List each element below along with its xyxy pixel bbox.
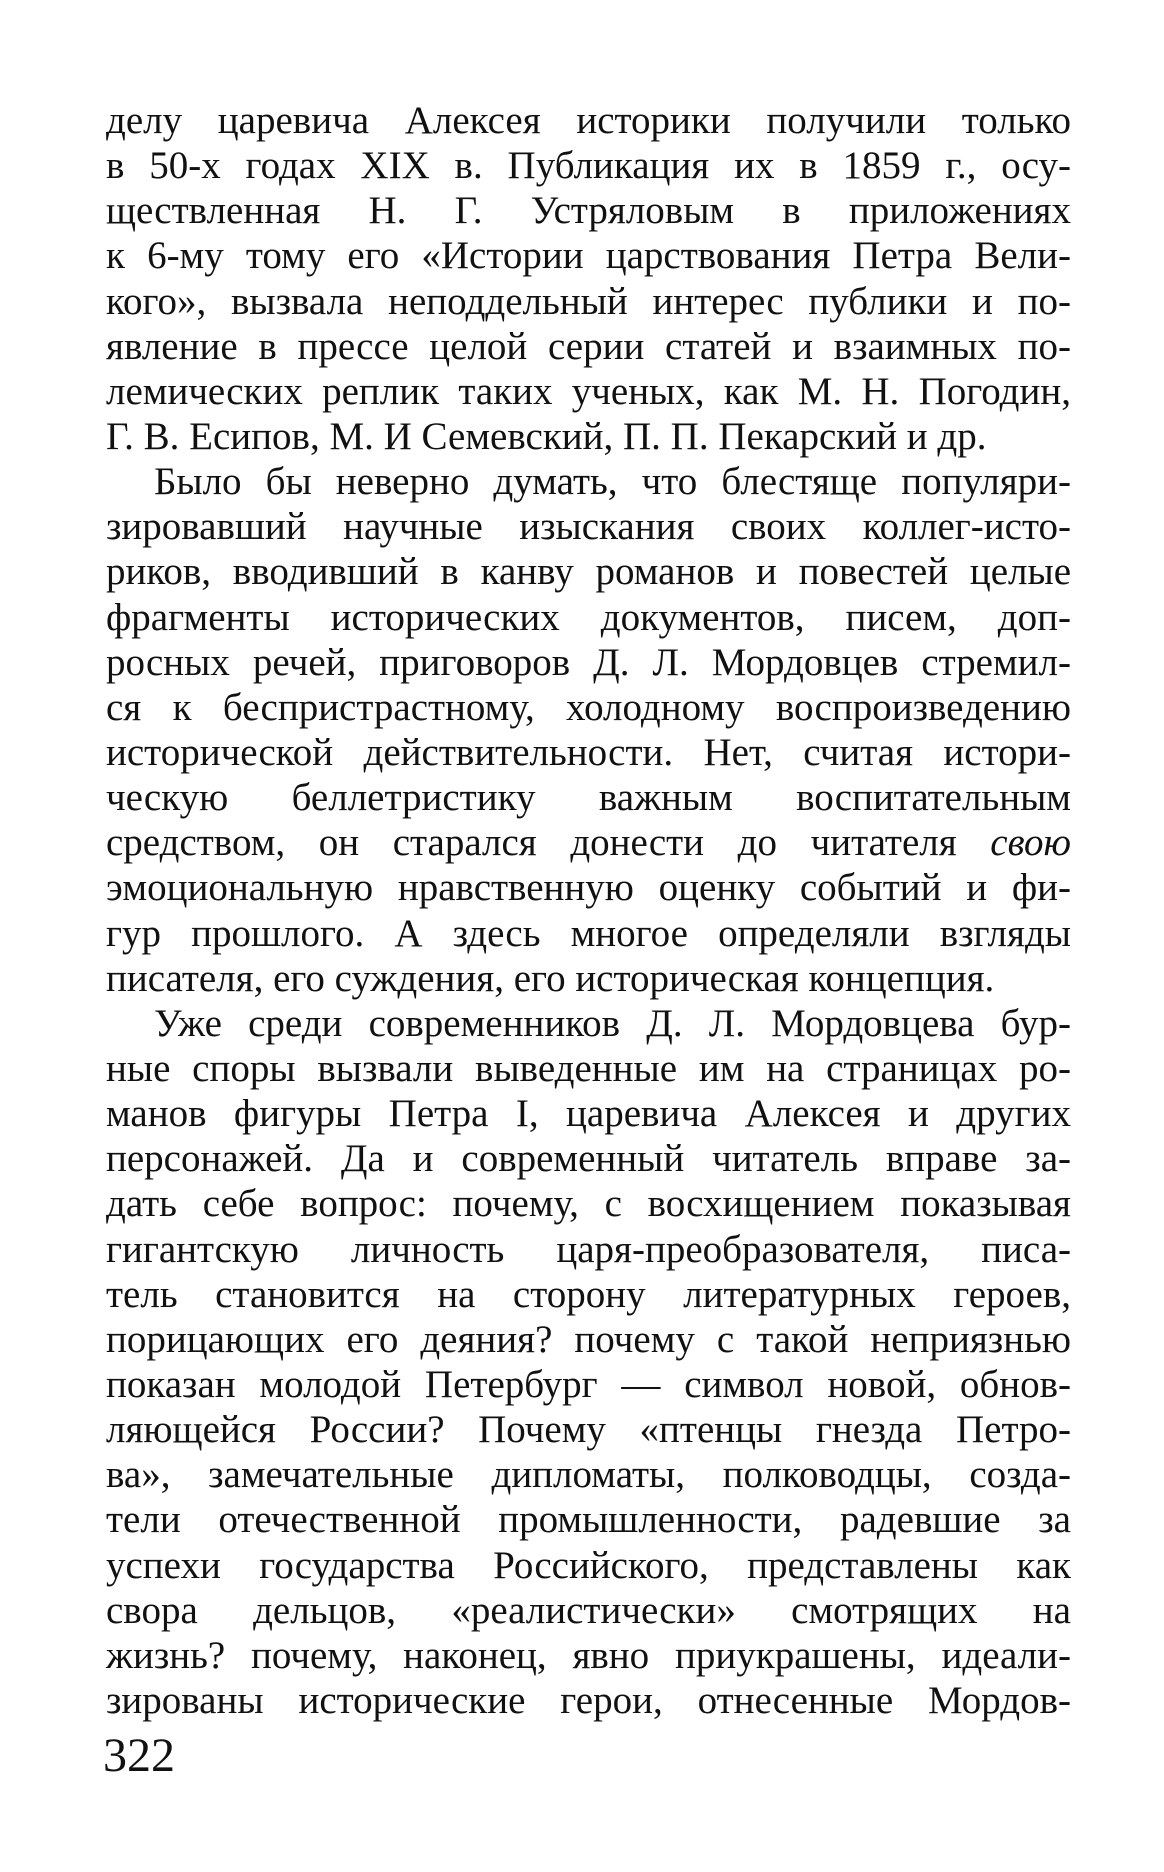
text-line: гигантскую личность царя-преобразователя, писа- [106, 1227, 1071, 1271]
text-line: ва», замечательные дипломаты, полководцы, созда- [106, 1453, 1071, 1497]
text-line: в 50-х годах XIX в. Публикация их в 1859 г., осу- [106, 144, 1071, 188]
text-line: писателя, его суждения, его историческая концепция. [106, 956, 995, 1000]
page-number: 322 [103, 1729, 175, 1782]
text-line: делу царевича Алексея историки получили только [106, 99, 1071, 142]
text-line: эмоциональную нравственную оценку событий и фи- [106, 866, 1071, 910]
text-line: свора дельцов, «реалистически» смотрящих на [106, 1588, 1071, 1632]
text-line: ческую беллетристику важным воспитательным [106, 776, 1071, 820]
text-line: зированы исторические герои, отнесенные Мордов- [106, 1678, 1071, 1722]
text-line: персонажей. Да и современный читатель вправе за- [106, 1137, 1071, 1181]
text-line: зировавший научные изыскания своих коллег-исто- [106, 505, 1071, 549]
text-line: тели отечественной промышленности, радевшие за [106, 1498, 1071, 1542]
text-line: успехи государства Российского, представлены как [106, 1543, 1071, 1587]
text-line: росных речей, приговоров Д. Л. Мордовцев стремил- [106, 640, 1071, 684]
text-line-with-italic: средством, он старался донести до читателя свою [106, 821, 1071, 865]
text-line: порицающих его деяния? почему с такой неприязнью [106, 1317, 1071, 1361]
text-line: риков, вводивший в канву романов и повестей целые [106, 550, 1071, 594]
text-line: к 6-му тому его «Истории царствования Петра Вели- [106, 234, 1071, 278]
text-line: фрагменты исторических документов, писем, доп- [106, 595, 1071, 639]
text-line: явление в прессе целой серии статей и взаимных по- [106, 324, 1071, 368]
text-line: дать себе вопрос: почему, с восхищением показывая [106, 1182, 1071, 1226]
emphasized-word: свою [990, 821, 1071, 865]
text-line: манов фигуры Петра I, царевича Алексея и других [106, 1092, 1071, 1136]
text-line: исторической действительности. Нет, считая истори- [106, 730, 1071, 774]
text-line: кого», вызвала неподдельный интерес публики и по- [106, 279, 1071, 323]
paragraph-first-line: Уже среди современников Д. Л. Мордовцева бур- [154, 1001, 1071, 1045]
text-line: ся к беспристрастному, холодному воспроизведению [106, 685, 1071, 729]
body-text [106, 98, 1071, 1723]
text-line: жизнь? почему, наконец, явно приукрашены, идеали- [106, 1633, 1071, 1677]
paragraph-first-line: Было бы неверно думать, что блестяще популяри- [154, 460, 1071, 504]
text-line: ляющейся России? Почему «птенцы гнезда Петро- [106, 1408, 1071, 1452]
text-line: лемических реплик таких ученых, как М. Н. Погодин, [106, 369, 1071, 413]
text-line: гур прошлого. А здесь многое определяли взгляды [106, 911, 1071, 955]
text-line: ные споры вызвали выведенные им на страницах ро- [106, 1046, 1071, 1090]
text-line: показан молодой Петербург — символ новой, обнов- [106, 1362, 1071, 1406]
text-line: Г. В. Есипов, М. И Семевский, П. П. Пекарский и др. [106, 414, 987, 458]
text-line: ществленная Н. Г. Устряловым в приложениях [106, 189, 1071, 233]
text-line: тель становится на сторону литературных героев, [106, 1272, 1071, 1316]
